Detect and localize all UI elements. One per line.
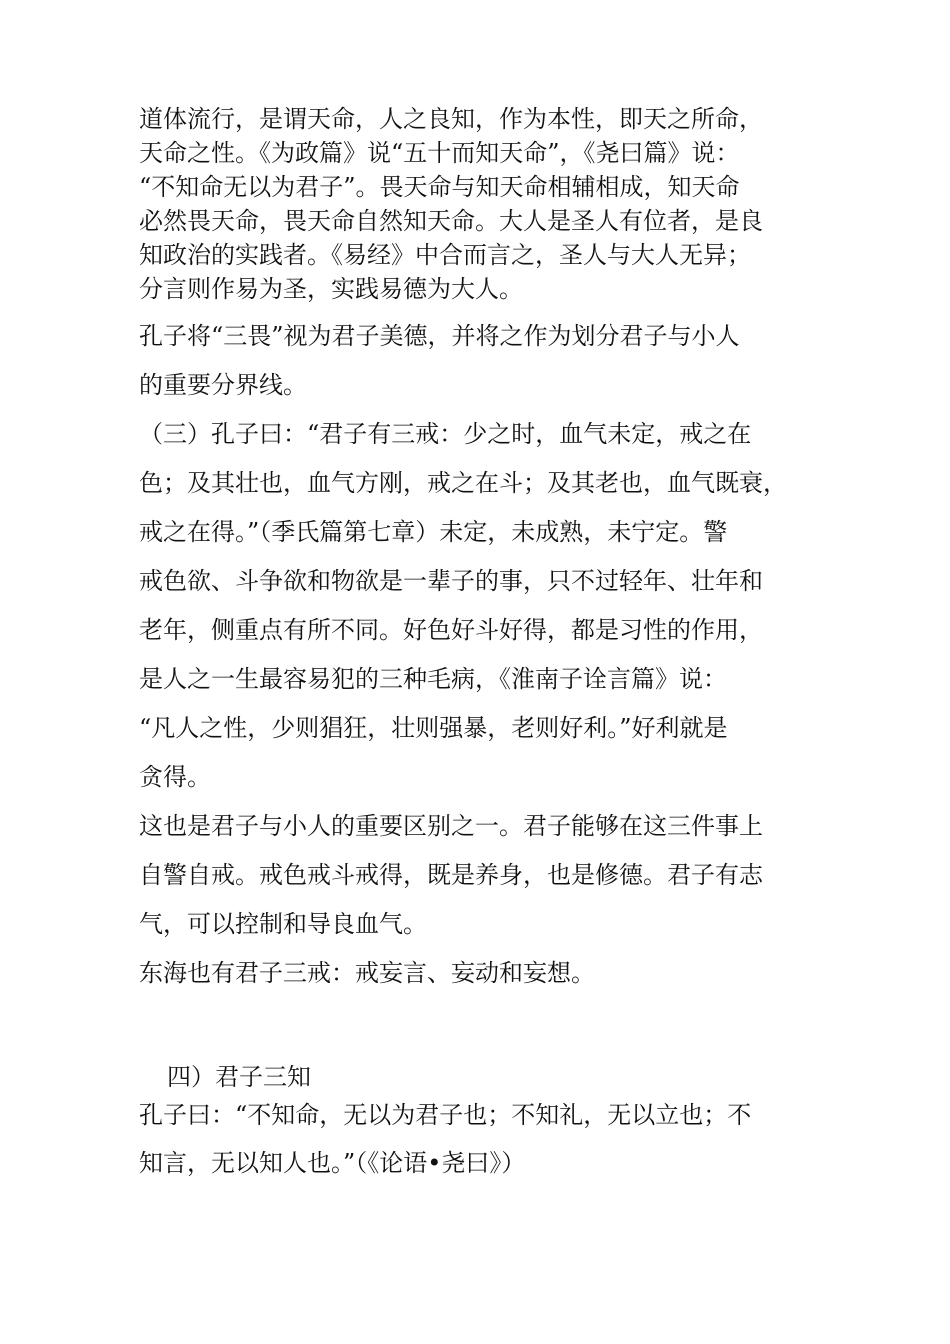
text-line: “凡人之性，少则猖狂，壮则强暴，老则好利。”好利就是 <box>139 714 728 742</box>
paragraph-tiangming <box>139 102 819 306</box>
paragraph-donghai <box>139 949 819 998</box>
text-line: “不知命无以为君子”。畏天命与知天命相辅相成，知天命 <box>139 173 740 201</box>
text-line: 色；及其壮也，血气方刚，戒之在斗；及其老也，血气既衰， <box>139 469 787 497</box>
text-line: 分言则作易为圣，实践易德为大人。 <box>139 275 523 303</box>
text-line: 戒色欲、斗争欲和物欲是一辈子的事，只不过轻年、壮年和 <box>139 567 763 595</box>
document-page <box>139 102 819 1190</box>
text-line: 气，可以控制和导良血气。 <box>139 910 427 938</box>
text-line: 自警自戒。戒色戒斗戒得，既是养身，也是修德。君子有志 <box>139 861 763 889</box>
text-line: 戒之在得。”（季氏篇第七章）未定，未成熟，未宁定。警 <box>139 518 728 546</box>
text-line: 天命之性。《为政篇》说“五十而知天命”，《尧曰篇》说： <box>139 139 740 167</box>
heading-text: 四）君子三知 <box>167 1063 311 1091</box>
text-line: 知言，无以知人也。”（《论语•尧曰》） <box>139 1149 526 1177</box>
paragraph-sanzhi <box>139 1094 819 1190</box>
text-line: （三）孔子曰：“君子有三戒：少之时，血气未定，戒之在 <box>139 420 752 448</box>
paragraph-sanwei <box>139 312 819 410</box>
text-line: 贪得。 <box>139 763 211 791</box>
text-line: 道体流行，是谓天命，人之良知，作为本性，即天之所命， <box>139 105 763 133</box>
paragraph-difference <box>139 802 819 949</box>
text-line: 必然畏天命，畏天命自然知天命。大人是圣人有位者，是良 <box>139 207 763 235</box>
text-line: 是人之一生最容易犯的三种毛病，《淮南子诠言篇》说： <box>139 665 727 693</box>
section-heading <box>139 1060 819 1094</box>
text-line: 孔子曰：“不知命，无以为君子也；不知礼，无以立也；不 <box>139 1101 752 1129</box>
text-line: 孔子将“三畏”视为君子美德，并将之作为划分君子与小人 <box>139 322 740 350</box>
text-line: 的重要分界线。 <box>139 371 307 399</box>
text-line: 东海也有君子三戒：戒妄言、妄动和妄想。 <box>139 959 595 987</box>
paragraph-sanjie <box>139 410 819 802</box>
text-line: 这也是君子与小人的重要区别之一。君子能够在这三件事上 <box>139 812 763 840</box>
text-line: 老年，侧重点有所不同。好色好斗好得，都是习性的作用， <box>139 616 763 644</box>
text-line: 知政治的实践者。《易经》中合而言之，圣人与大人无异； <box>139 241 751 269</box>
